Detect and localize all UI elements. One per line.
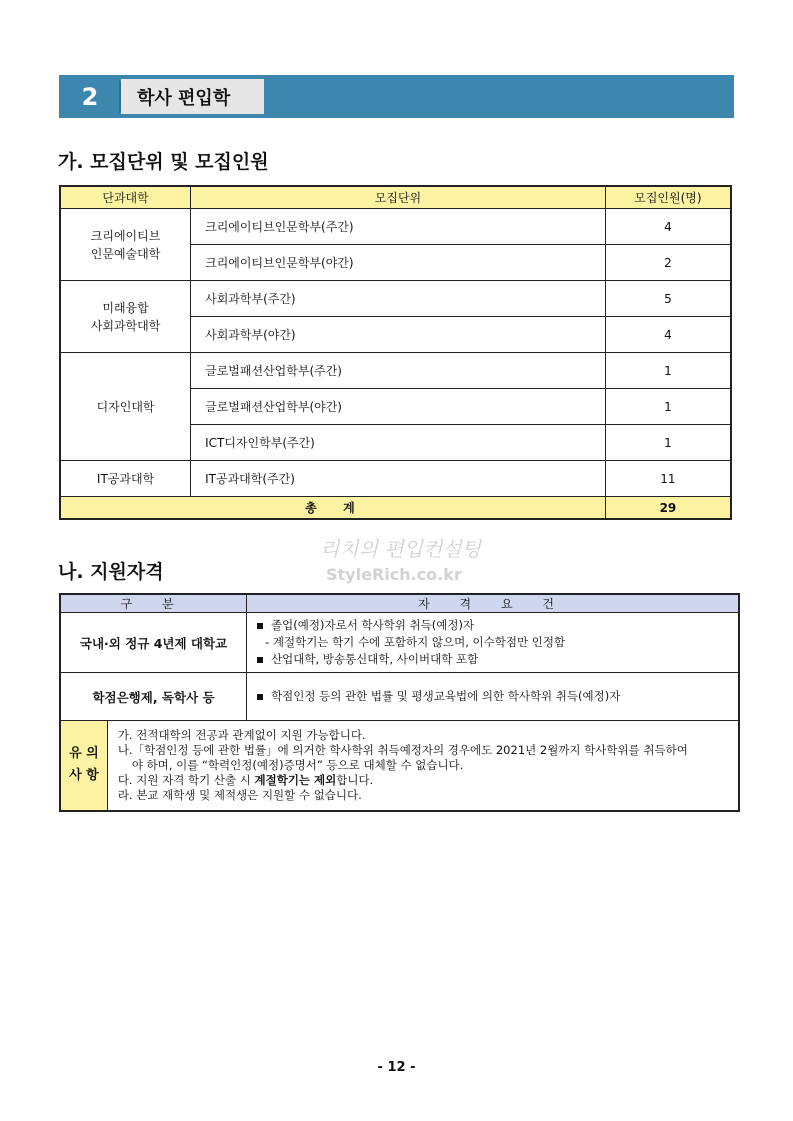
header-count: 모집인원(명): [605, 186, 731, 209]
table-row: [60, 209, 731, 245]
unit-cell: 사회과학부(주간): [191, 281, 606, 317]
section-title: 학사 편입학: [121, 79, 264, 114]
category-cell: 학점은행제, 독학사 등: [60, 673, 247, 721]
requirement-item: [257, 688, 728, 705]
table-row: [60, 613, 739, 673]
unit-cell: IT공과대학(주간): [191, 461, 606, 497]
count-cell: 1: [605, 353, 731, 389]
note-item: [118, 773, 734, 788]
requirement-text: 학점인정 등의 관한 법률 및 평생교육법에 의한 학사학위 취득(예정)자: [271, 689, 621, 703]
unit-cell: 글로벌패션산업학부(야간): [191, 389, 606, 425]
part-a-heading: 가. 모집단위 및 모집인원: [58, 151, 269, 173]
watermark-url: StyleRich.co.kr: [326, 565, 462, 584]
recruitment-table: [59, 185, 732, 520]
table-header-row: [60, 594, 739, 613]
table-row: [60, 281, 731, 317]
note-item: 나.「학점인정 등에 관한 법률」에 의거한 학사학위 취득예정자의 경우에도 2021년 2월까지 학사학위를 취득하여: [117, 742, 688, 757]
count-cell: 11: [605, 461, 731, 497]
note-item: 라. 본교 재학생 및 제적생은 지원할 수 없습니다.: [117, 787, 362, 802]
college-cell: 미래융합 사회과학대학: [60, 281, 191, 353]
watermark-text: 리치의 편입컨설팅: [320, 537, 481, 561]
unit-cell: ICT디자인학부(주간): [191, 425, 606, 461]
bullet-icon: [257, 694, 263, 700]
table-row: [60, 353, 731, 389]
unit-cell: 크리에이티브인문학부(야간): [191, 245, 606, 281]
college-cell: 크리에이티브 인문예술대학: [60, 209, 191, 281]
bullet-icon: [257, 623, 263, 629]
eligibility-table: [59, 593, 740, 812]
note-text: 다. 지원 자격 학기 산출 시: [117, 772, 255, 787]
requirement-text: 산업대학, 방송통신대학, 사이버대학 포함: [271, 652, 479, 666]
section-number: 2: [81, 82, 99, 111]
unit-cell: 크리에이티브인문학부(주간): [191, 209, 606, 245]
count-cell: 5: [605, 281, 731, 317]
header-college: 단과대학: [60, 186, 191, 209]
count-cell: 2: [605, 245, 731, 281]
note-text: 합니다.: [336, 772, 374, 787]
total-value: 29: [605, 497, 731, 520]
count-cell: 4: [605, 209, 731, 245]
requirement-item: [257, 651, 728, 668]
table-header-row: [60, 186, 731, 209]
note-item: 가. 전적대학의 전공과 관계없이 지원 가능합니다.: [117, 727, 366, 742]
unit-cell: 사회과학부(야간): [191, 317, 606, 353]
requirement-cell: [247, 673, 739, 721]
requirement-item: [257, 617, 728, 634]
notes-label-line: 유 의: [69, 746, 99, 762]
total-row: [60, 497, 731, 520]
header-requirement: 자 격 요 건: [247, 594, 739, 613]
note-item-continued: 야 하며, 이를 “학력인정(예정)증명서” 등으로 대체할 수 없습니다.: [131, 757, 464, 772]
notes-label: [60, 721, 107, 811]
table-row: [60, 461, 731, 497]
count-cell: 1: [605, 389, 731, 425]
college-cell: 디자인대학: [60, 353, 191, 461]
requirement-cell: [247, 613, 739, 673]
requirement-text: 졸업(예정)자로서 학사학위 취득(예정)자: [271, 618, 475, 632]
requirement-subitem: - 계절학기는 학기 수에 포함하지 않으며, 이수학점만 인정함: [265, 635, 566, 649]
notes-label-line: 사 항: [69, 768, 99, 784]
header-unit: 모집단위: [191, 186, 606, 209]
note-emphasis: 계절학기는 제외: [254, 772, 337, 787]
count-cell: 1: [605, 425, 731, 461]
bullet-icon: [257, 657, 263, 663]
college-cell: IT공과대학: [60, 461, 191, 497]
header-category: 구 분: [60, 594, 247, 613]
table-row: [60, 721, 739, 811]
category-cell: 국내·외 정규 4년제 대학교: [60, 613, 247, 673]
part-b-heading: 나. 지원자격: [58, 561, 164, 583]
count-cell: 4: [605, 317, 731, 353]
table-row: [60, 673, 739, 721]
page-number: - 12 -: [377, 1060, 416, 1075]
notes-cell: [107, 721, 739, 811]
unit-cell: 글로벌패션산업학부(주간): [191, 353, 606, 389]
total-label: 총 계: [60, 497, 605, 520]
